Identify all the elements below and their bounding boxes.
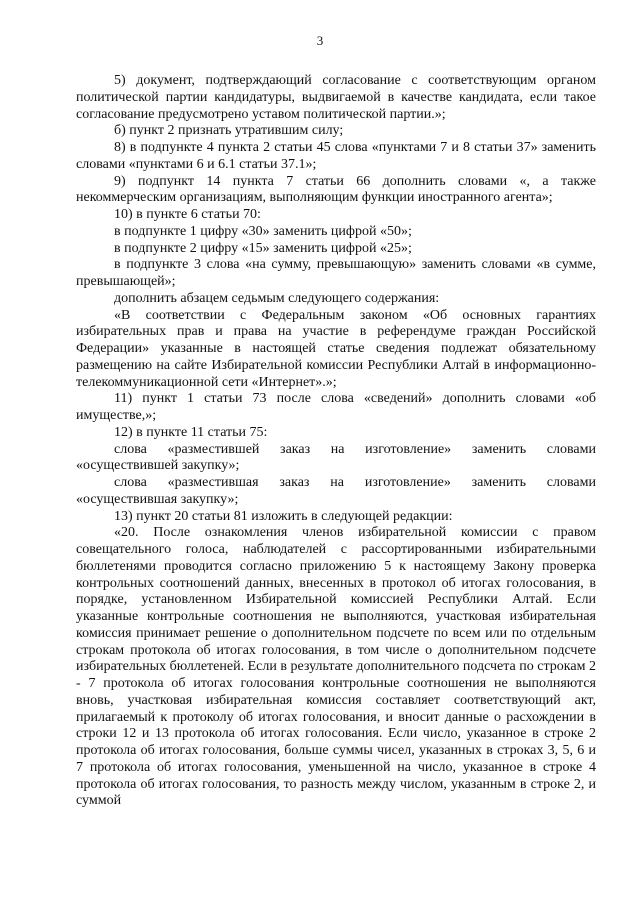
page-number: 3 <box>316 33 324 48</box>
paragraph: 10) в пункте 6 статьи 70: <box>114 207 261 222</box>
paragraph: в подпункте 3 слова «на сумму, превышающую» заменить словами «в сумме, превышающей»; <box>76 257 596 289</box>
paragraph: 5) документ, подтверждающий согласование с соответствующим органом политической партии кандидатуры, выдвигаемой в качестве кандидата, если такое согласование предусмотрено уставом политической партии.»; <box>76 73 596 122</box>
paragraph: 11) пункт 1 статьи 73 после слова «сведений» дополнить словами «об имуществе,»; <box>76 391 596 423</box>
paragraph: в подпункте 2 цифру «15» заменить цифрой «25»; <box>114 240 412 256</box>
paragraph: дополнить абзацем седьмым следующего содержания: <box>114 290 440 306</box>
paragraph: 13) пункт 20 статьи 81 изложить в следующей редакции: <box>114 508 453 524</box>
paragraph: б) пункт 2 признать утратившим силу; <box>114 123 344 139</box>
paragraph: слова «разместившей заказ на изготовление» заменить словами «осуществившей закупку»; <box>76 441 596 474</box>
paragraph: в подпункте 1 цифру «30» заменить цифрой «50»; <box>114 223 412 239</box>
paragraph: слова «разместившая заказ на изготовление» заменить словами «осуществившая закупку»; <box>76 475 596 507</box>
paragraph: «20. После ознакомления членов избирательной комиссии с правом совещательного голоса, наблюдателей с рассортированными избирательными бюллетенями проводится согласно приложению 5 к настоящему Закону проверка контрольных соотношений данных, внесенных в протокол об итогах голосования, в порядке, установленном Избирательной комиссией Республики Алтай. Если указанные контрольные соотношения не выполняются, участковая избирательная комиссия принимает решение о дополнительном подсчете по всем или по отдельным строкам протокола об итогах голосования, в том числе о дополнительном подсчете избирательных бюллетеней. Если в результате дополнительного подсчета по строкам 2 - 7 протокола об итогах голосования контрольные соотношения не выполняются вновь, участковая избирательная комиссия составляет соответствующий акт, прилагаемый к протоколу об итогах голосования, и вносит данные о расхождении в строки 12 и 13 протокола об итогах голосования. Если число, указанное в строке 2 протокола об итогах голосования, больше суммы чисел, указанных в строках 3, 5, 6 и 7 протокола об итогах голосования, уменьшенной на число, указанное в строке 4 протокола об итогах голосования, то разность между числом, указанным в строке 2, и суммой <box>76 525 596 809</box>
paragraph: «В соответствии с Федеральным законом «Об основных гарантиях избирательных прав и права на участие в референдуме граждан Российской Федерации» указанные в настоящей статье сведения подлежат обязательному размещению на сайте Избирательной комиссии Республики Алтай в информационно-телекоммуникационной сети «Интернет».»; <box>76 307 596 390</box>
paragraph: 8) в подпункте 4 пункта 2 статьи 45 слова «пунктами 7 и 8 статьи 37» заменить словами «пунктами 6 и 6.1 статьи 37.1»; <box>76 140 596 172</box>
document-body <box>76 73 596 810</box>
paragraph: 9) подпункт 14 пункта 7 статьи 66 дополнить словами «, а также некоммерческим организациям, выполняющим функции иностранного агента»; <box>76 173 596 206</box>
paragraph: 12) в пункте 11 статьи 75: <box>114 424 268 440</box>
